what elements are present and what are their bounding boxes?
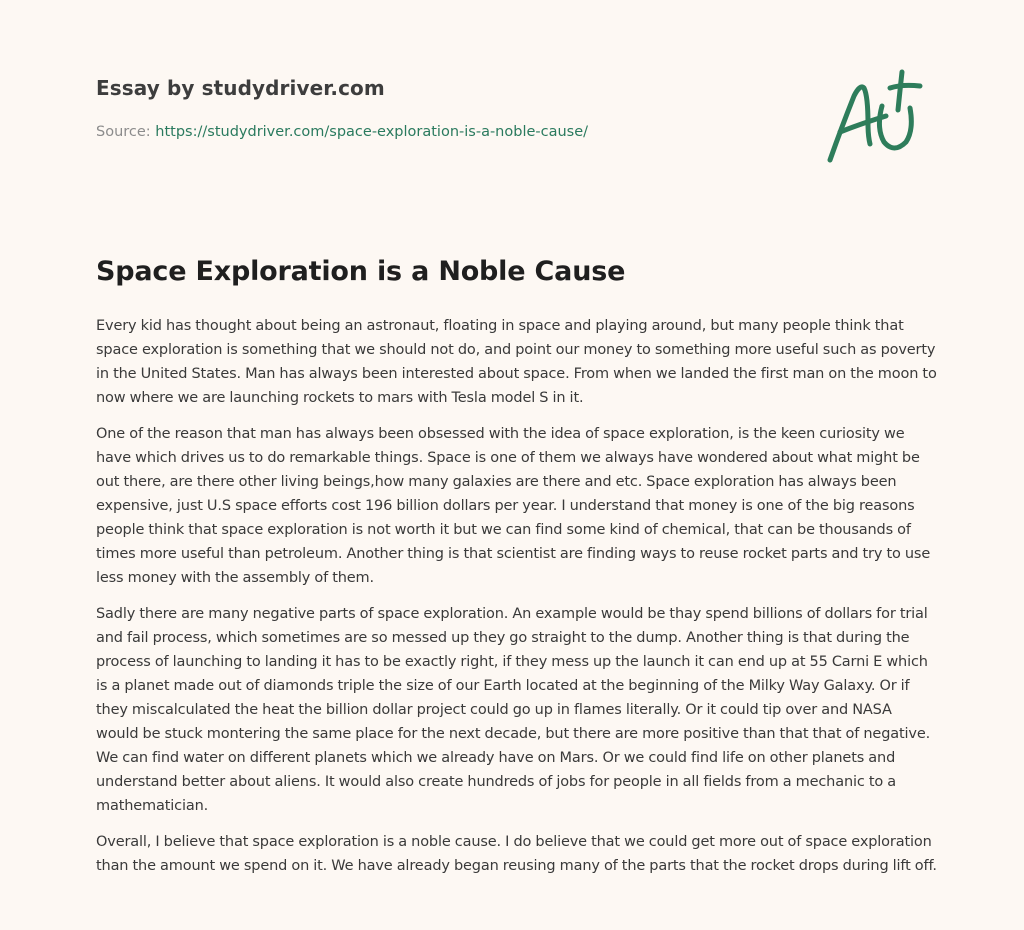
source-line (96, 124, 588, 140)
essay-paragraph: Overall, I believe that space exploration is a noble cause. I do believe that we could get more out of space exploration than the amount we spend on it. We have already began reusing many of the parts that the rocket drops during lift off. (96, 834, 937, 874)
essay-body (96, 314, 938, 890)
source-link[interactable]: https://studydriver.com/space-exploration-is-a-noble-cause/ (155, 124, 589, 140)
page (96, 0, 938, 874)
essay-paragraph: Every kid has thought about being an astronaut, floating in space and playing around, but many people think that space exploration is something that we should not do, and point our money to something more useful such as poverty in the United States. Man has always been interested about space. From when we landed the first man on the moon to now where we are launching rockets to mars with Tesla model S in it. (96, 318, 937, 406)
essay-paragraph: Sadly there are many negative parts of space exploration. An example would be thay spend billions of dollars for trial and fail process, which sometimes are so messed up they go straight to the dump. Another thing is that during the process of launching to landing it has to be exactly right, if they mess up the launch it can end up at 55 Carni E which is a planet made out of diamonds triple the size of our Earth located at the beginning of the Milky Way Galaxy. Or if they miscalculated the heat the billion dollar project could go up in flames literally. Or it could tip over and NASA would be stuck montering the same place for the next decade, but there are more positive than that that of negative. We can find water on different planets which we already have on Mars. Or we could find life on other planets and understand better about aliens. It would also create hundreds of jobs for people in all fields from a mechanic to a mathematician. (96, 606, 931, 814)
site-title: Essay by studydriver.com (96, 76, 385, 100)
a-plus-logo-icon (824, 66, 924, 166)
essay-paragraph: One of the reason that man has always been obsessed with the idea of space exploration, is the keen curiosity we have which drives us to do remarkable things. Space is one of them we always have wondered about what might be out there, are there other living beings,how many galaxies are there and etc. Space exploration has always been expensive, just U.S space efforts cost 196 billion dollars per year. I understand that money is one of the big reasons people think that space exploration is not worth it but we can find some kind of chemical, that can be thousands of times more useful than petroleum. Another thing is that scientist are finding ways to reuse rocket parts and try to use less money with the assembly of them. (96, 426, 931, 586)
page-header (96, 0, 938, 200)
source-label: Source: (96, 124, 151, 140)
essay-title: Space Exploration is a Noble Cause (96, 256, 626, 287)
